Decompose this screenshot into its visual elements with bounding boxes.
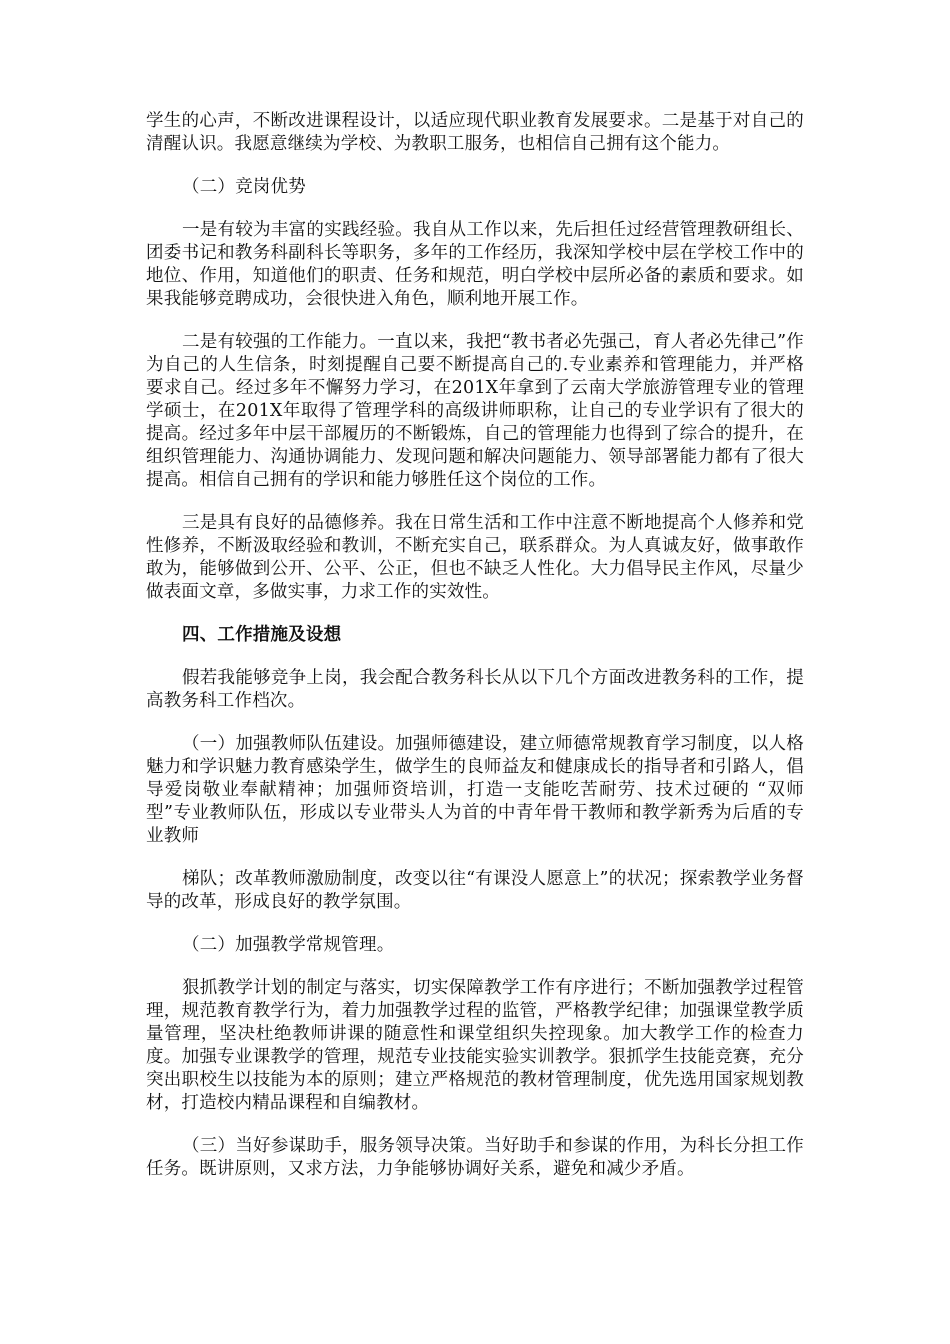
subheading-routine-management: （二）加强教学常规管理。 [182, 935, 395, 955]
section-heading-measures: 四、工作措施及设想 [182, 625, 342, 645]
paragraph-ability: 二是有较强的工作能力。一直以来，我把“教书者必先强己，育人者必先律己”作为自己的人生信条，时刻提醒自己要不断提高自己的.专业素养和管理能力，并严格要求自己。经过多年不懈努力学习，在201X年拿到了云南大学旅游管理专业的管理学硕士，在201X年取得了管理学科的高级讲师职称，让自己的专业学识有了很大的提高。经过多年中层干部履历的不断锻炼，自己的管理能力也得到了综合的提升，在组织管理能力、沟通协调能力、发现问题和解决问题能力、领导部署能力都有了很大提高。相信自己拥有的学识和能力够胜任这个岗位的工作。 [146, 332, 804, 490]
paragraph-routine-management: 狠抓教学计划的制定与落实，切实保障教学工作有序进行；不断加强教学过程管理，规范教育教学行为，着力加强教学过程的监管，严格教学纪律；加强课堂教学质量管理，坚决杜绝教师讲课的随意性和课堂组织失控现象。加大教学工作的检查力度。加强专业课教学的管理，规范专业技能实验实训教学。狠抓学生技能竞赛，充分突出职校生以技能为本的原则；建立严格规范的教材管理制度，优先选用国家规划教材，打造校内精品课程和自编教材。 [146, 978, 804, 1113]
paragraph-teacher-team: （一）加强教师队伍建设。加强师德建设，建立师德常规教育学习制度，以人格魅力和学识魅力教育感染学生，做学生的良师益友和健康成长的指导者和引路人，倡导爱岗敬业奉献精神；加强师资培训，打造一支能吃苦耐劳、技术过硬的 “双师型”专业教师队伍，形成以专业带头人为首的中青年骨干教师和教学新秀为后盾的专业教师 [146, 734, 804, 846]
paragraph-experience: 一是有较为丰富的实践经验。我自从工作以来，先后担任过经营管理教研组长、团委书记和教务科副科长等职务，多年的工作经历，我深知学校中层在学校工作中的地位、作用，知道他们的职责、任务和规范，明白学校中层所必备的素质和要求。如果我能够竞聘成功，会很快进入角色，顺利地开展工作。 [146, 220, 804, 309]
paragraph-intro-measures: 假若我能够竞争上岗，我会配合教务科长从以下几个方面改进教务科的工作，提高教务科工作档次。 [146, 668, 804, 711]
paragraph-teacher-team-continued: 梯队；改革教师激励制度，改变以往“有课没人愿意上”的状况；探索教学业务督导的改革，形成良好的教学氛围。 [146, 869, 804, 912]
paragraph-continuation: 学生的心声，不断改进课程设计，以适应现代职业教育发展要求。二是基于对自己的清醒认识。我愿意继续为学校、为教职工服务，也相信自己拥有这个能力。 [146, 111, 804, 154]
paragraph-character: 三是具有良好的品德修养。我在日常生活和工作中注意不断地提高个人修养和党性修养，不断汲取经验和教训，不断充实自己，联系群众。为人真诚友好，做事敢作敢为，能够做到公开、公平、公正，但也不缺乏人性化。大力倡导民主作风，尽量少做表面文章，多做实事，力求工作的实效性。 [146, 513, 804, 602]
subheading-advantages: （二）竞岗优势 [182, 177, 306, 197]
paragraph-advisor: （三）当好参谋助手，服务领导决策。当好助手和参谋的作用，为科长分担工作任务。既讲原则，又求方法，力争能够协调好关系，避免和减少矛盾。 [146, 1136, 804, 1179]
